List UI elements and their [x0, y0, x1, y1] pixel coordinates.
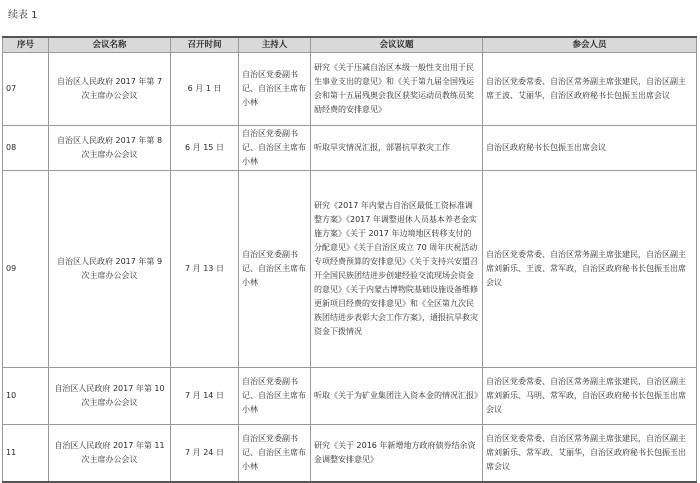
table-row — [3, 368, 697, 425]
cell-topic: 研究《关于 2016 年新增地方政府债券结余资金调整安排意见》 — [311, 425, 483, 483]
cell-meeting-name: 自治区人民政府 2017 年第 9 次主席办公会议 — [49, 171, 171, 368]
cell-no: 09 — [3, 171, 49, 368]
cell-host: 自治区党委副书记、自治区主席布小林 — [239, 368, 311, 425]
table-header-row — [3, 37, 697, 53]
cell-participants: 自治区政府秘书长包振玉出席会议 — [483, 126, 697, 171]
table-row — [3, 53, 697, 126]
cell-topic: 听取《关于为矿业集团注入资本金的情况汇报》 — [311, 368, 483, 425]
cell-participants: 自治区党委常委、自治区常务副主席张建民，自治区副主席刘新乐、常军政、艾丽华，自治区政府秘书长包振玉出席会议 — [483, 425, 697, 483]
cell-topic: 听取旱灾情况汇报，部署抗旱救灾工作 — [311, 126, 483, 171]
cell-no: 07 — [3, 53, 49, 126]
table-caption: 续表 1 — [8, 10, 38, 21]
cell-time: 7 月 14 日 — [171, 368, 239, 425]
cell-host: 自治区党委副书记、自治区主席布小林 — [239, 126, 311, 171]
table-row — [3, 425, 697, 483]
header-name: 会议名称 — [49, 37, 171, 53]
cell-meeting-name: 自治区人民政府 2017 年第 11 次主席办公会议 — [49, 425, 171, 483]
header-no: 序号 — [3, 37, 49, 53]
cell-no: 10 — [3, 368, 49, 425]
cell-host: 自治区党委副书记、自治区主席布小林 — [239, 53, 311, 126]
header-host: 主持人 — [239, 37, 311, 53]
cell-meeting-name: 自治区人民政府 2017 年第 10 次主席办公会议 — [49, 368, 171, 425]
cell-meeting-name: 自治区人民政府 2017 年第 7 次主席办公会议 — [49, 53, 171, 126]
cell-time: 6 月 1 日 — [171, 53, 239, 126]
cell-participants: 自治区党委常委、自治区常务副主席张建民，自治区副主席王波、艾丽华，自治区政府秘书长包振玉出席会议 — [483, 53, 697, 126]
meetings-table — [2, 36, 697, 483]
cell-time: 7 月 13 日 — [171, 171, 239, 368]
table-row — [3, 171, 697, 368]
header-participants: 参会人员 — [483, 37, 697, 53]
cell-time: 6 月 15 日 — [171, 126, 239, 171]
cell-topic: 研究《关于压减自治区本级一般性支出用于民生事业支出的意见》和《关于第九届全国残运会和第十五届残奥会我区获奖运动员教练员奖励经费的安排意见》 — [311, 53, 483, 126]
cell-meeting-name: 自治区人民政府 2017 年第 8 次主席办公会议 — [49, 126, 171, 171]
cell-topic: 研究《2017 年内蒙古自治区最低工资标准调整方案》《2017 年调整退休人员基本养老金实施方案》《关于 2017 年边境地区转移支付的分配意见》《关于自治区成立 70 周年庆祝活动专项经费预算的安排意见》《关于支持兴安盟召开全国民族团结进步创建经验交流现场会资金的意见》《关于内蒙古博物院基础设施设备维修更新项目经费的安排意见》和《全区第九次民族团结进步表彰大会工作方案》，通报抗旱救灾资金下拨情况 — [311, 171, 483, 368]
header-topic: 会议议题 — [311, 37, 483, 53]
cell-participants: 自治区党委常委、自治区常务副主席张建民，自治区副主席刘新乐、王波、常军政，自治区政府秘书长包振玉出席会议 — [483, 171, 697, 368]
cell-no: 11 — [3, 425, 49, 483]
table-row — [3, 126, 697, 171]
cell-host: 自治区党委副书记、自治区主席布小林 — [239, 425, 311, 483]
cell-host: 自治区党委副书记、自治区主席布小林 — [239, 171, 311, 368]
cell-participants: 自治区党委常委、自治区常务副主席张建民，自治区副主席刘新乐、马明、常军政，自治区政府秘书长包振玉出席会议 — [483, 368, 697, 425]
cell-time: 7 月 24 日 — [171, 425, 239, 483]
cell-no: 08 — [3, 126, 49, 171]
header-time: 召开时间 — [171, 37, 239, 53]
